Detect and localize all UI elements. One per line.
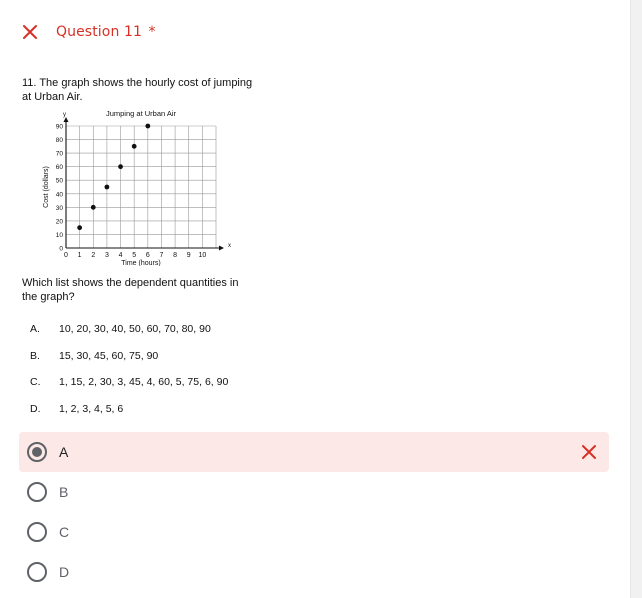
choice-text: 1, 2, 3, 4, 5, 6 [59,402,124,415]
choice-letter: A. [30,323,40,336]
x-tick-label: 7 [159,252,164,259]
x-tick-label: 8 [173,252,178,259]
answer-option-b[interactable] [19,472,609,512]
data-point [118,164,123,169]
scatter-chart [36,106,236,271]
data-point [77,225,82,230]
radio-button[interactable] [27,562,47,582]
question-title-text: Question 11 [56,24,142,40]
answer-options [19,432,609,592]
data-point [105,185,110,190]
choice-text: 15, 30, 45, 60, 75, 90 [59,349,159,362]
choice-row-a [30,316,228,343]
x-tick-label: 5 [132,252,137,259]
x-tick-label: 2 [91,252,96,259]
data-point [91,205,96,210]
scrollbar[interactable] [630,0,642,598]
question-title [56,24,156,40]
y-axis-label: Cost (dollars) [43,166,50,208]
answer-label: A [59,444,69,460]
x-tick-label: 10 [198,252,207,259]
data-point [145,124,150,129]
choice-letter: D. [30,402,41,415]
y-tick-label: 30 [55,204,63,212]
x-tick-label: 1 [77,252,82,259]
y-tick-label: 60 [55,164,63,172]
answer-label: D [59,564,70,580]
incorrect-x-icon [581,444,597,460]
choice-letter: B. [30,349,40,362]
answer-option-c[interactable] [19,512,609,552]
answer-option-a[interactable] [19,432,609,472]
choice-row-b [30,343,228,370]
choice-text: 1, 15, 2, 30, 3, 45, 4, 60, 5, 75, 6, 90 [59,376,229,389]
x-tick-label: 0 [64,252,68,259]
y-tick-label: 10 [55,231,63,239]
y-tick-label: 0 [59,245,63,253]
x-axis-letter: x [228,243,231,249]
y-tick-label: 70 [55,150,63,158]
y-tick-label: 80 [55,137,63,145]
chart-title: Jumping at Urban Air [105,109,177,118]
x-tick-label: 4 [118,252,123,259]
answer-label: B [59,484,69,500]
y-tick-label: 50 [55,177,63,185]
radio-button[interactable] [27,482,47,502]
x-tick-label: 3 [104,252,109,259]
choice-letter: C. [30,376,41,389]
x-tick-label: 6 [145,252,150,259]
y-axis-letter: y [63,112,66,118]
question-header [21,22,156,42]
chart-svg [36,106,236,266]
choice-text: 10, 20, 30, 40, 50, 60, 70, 80, 90 [59,323,211,336]
y-tick-label: 90 [55,123,63,131]
data-point [132,144,137,149]
x-tick-label: 9 [186,252,191,259]
y-tick-label: 40 [55,191,63,199]
answer-label: C [59,524,70,540]
x-axis-label: Time (hours) [121,260,161,266]
required-mark: * [148,24,156,40]
question-prompt: 11. The graph shows the hourly cost of jumping at Urban Air. [22,77,253,103]
choice-row-c [30,369,228,396]
y-tick-label: 20 [55,218,63,226]
radio-button-checked[interactable] [27,442,47,462]
incorrect-x-icon [21,23,39,41]
choice-row-d [30,396,228,423]
answer-option-d[interactable] [19,552,609,592]
radio-button[interactable] [27,522,47,542]
choice-list [30,316,228,422]
x-axis-arrow [219,246,224,251]
question-ask: Which list shows the dependent quantities in the graph? [22,277,239,303]
